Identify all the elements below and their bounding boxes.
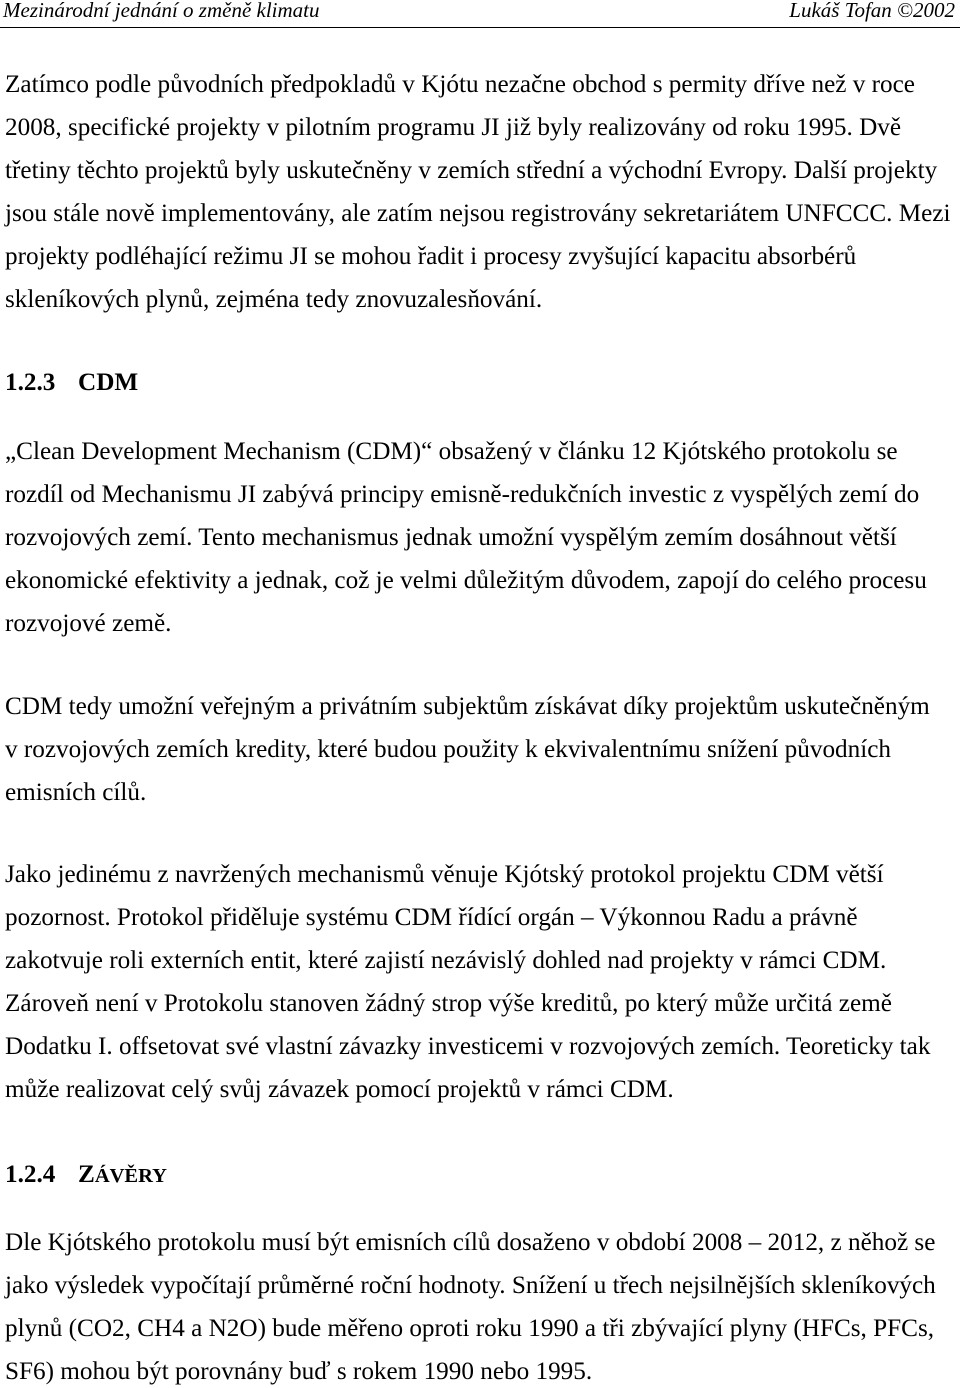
paragraph-line: CDM tedy umožní veřejným a privátním subjektům získávat díky projektům uskutečněným [5, 692, 930, 720]
paragraph-5 [5, 1228, 936, 1388]
paragraph-line: může realizovat celý svůj závazek pomocí projektů v rámci CDM. [5, 1076, 674, 1104]
paragraph-line: jsou stále nově implementovány, ale zatím nejsou registrovány sekretariátem UNFCCC. Mezi [5, 200, 951, 228]
header-author: Lukáš Tofan ©2002 [789, 0, 955, 22]
paragraph-line: SF6) mohou být porovnány buď s rokem 1990 nebo 1995. [5, 1358, 593, 1386]
paragraph-line: „Clean Development Mechanism (CDM)“ obsažený v článku 12 Kjótského protokolu se [5, 437, 898, 465]
paragraph-2 [5, 437, 927, 640]
section-heading-zavery [5, 1160, 605, 1190]
paragraph-line: rozvojové země. [5, 610, 172, 638]
paragraph-line: pozornost. Protokol přiděluje systému CDM řídící orgán – Výkonnou Radu a právně [5, 903, 858, 931]
paragraph-line: 2008, specifické projekty v pilotním programu JI již byly realizovány od roku 1995. Dvě [5, 113, 902, 141]
section-heading-cdm [5, 368, 605, 398]
paragraph-3 [5, 692, 930, 808]
header-title: Mezinárodní jednání o změně klimatu [3, 0, 320, 22]
paragraph-line: Zároveň není v Protokolu stanoven žádný strop výše kreditů, po který může určitá země [5, 990, 892, 1018]
section-number: 1.2.4 [5, 1160, 56, 1188]
header-rule [0, 27, 960, 28]
paragraph-line: jako výsledek vypočítají průměrné roční hodnoty. Snížení u třech nejsilnějších skleníkových [5, 1271, 936, 1299]
paragraph-line: ekonomické efektivity a jednak, což je velmi důležitým důvodem, zapojí do celého procesu [5, 567, 927, 595]
paragraph-line: v rozvojových zemích kredity, které budou použity k ekvivalentnímu snížení původních [5, 735, 892, 763]
paragraph-line: skleníkových plynů, zejména tedy znovuzalesňování. [5, 286, 543, 314]
paragraph-line: emisních cílů. [5, 778, 147, 806]
paragraph-line: rozdíl od Mechanismu JI zabývá principy emisně-redukčních investic z vyspělých zemí do [5, 480, 920, 508]
paragraph-line: Zatímco podle původních předpokladů v Kjótu nezačne obchod s permity dříve než v roce [5, 70, 915, 98]
paragraph-line: rozvojových zemí. Tento mechanismus jednak umožní vyspělým zemím dosáhnout větší [5, 523, 897, 551]
section-title: CDM [78, 368, 139, 396]
paragraph-1 [5, 70, 950, 316]
section-title-wrapper [78, 1160, 167, 1191]
paragraph-line: zakotvuje roli externích entit, které zajistí nezávislý dohled nad projekty v rámci CDM. [5, 946, 887, 974]
section-number: 1.2.3 [5, 368, 56, 396]
paragraph-line: plynů (CO2, CH4 a N2O) bude měřeno oproti roku 1990 a tři zbývající plyny (HFCs, PFCs, [5, 1314, 935, 1342]
section-title: ZÁVĚRY [78, 1160, 167, 1188]
paragraph-line: třetiny těchto projektů byly uskutečněny v zemích střední a východní Evropy. Další projekty [5, 156, 938, 184]
paragraph-line: Jako jedinému z navržených mechanismů věnuje Kjótský protokol projektu CDM větší [5, 860, 884, 888]
paragraph-line: Dle Kjótského protokolu musí být emisních cílů dosaženo v období 2008 – 2012, z něhož se [5, 1228, 936, 1256]
paragraph-line: Dodatku I. offsetovat své vlastní závazky investicemi v rozvojových zemích. Teoreticky tak [5, 1033, 931, 1061]
paragraph-4 [5, 860, 930, 1106]
paragraph-line: projekty podléhající režimu JI se mohou řadit i procesy zvyšující kapacitu absorbérů [5, 243, 857, 271]
